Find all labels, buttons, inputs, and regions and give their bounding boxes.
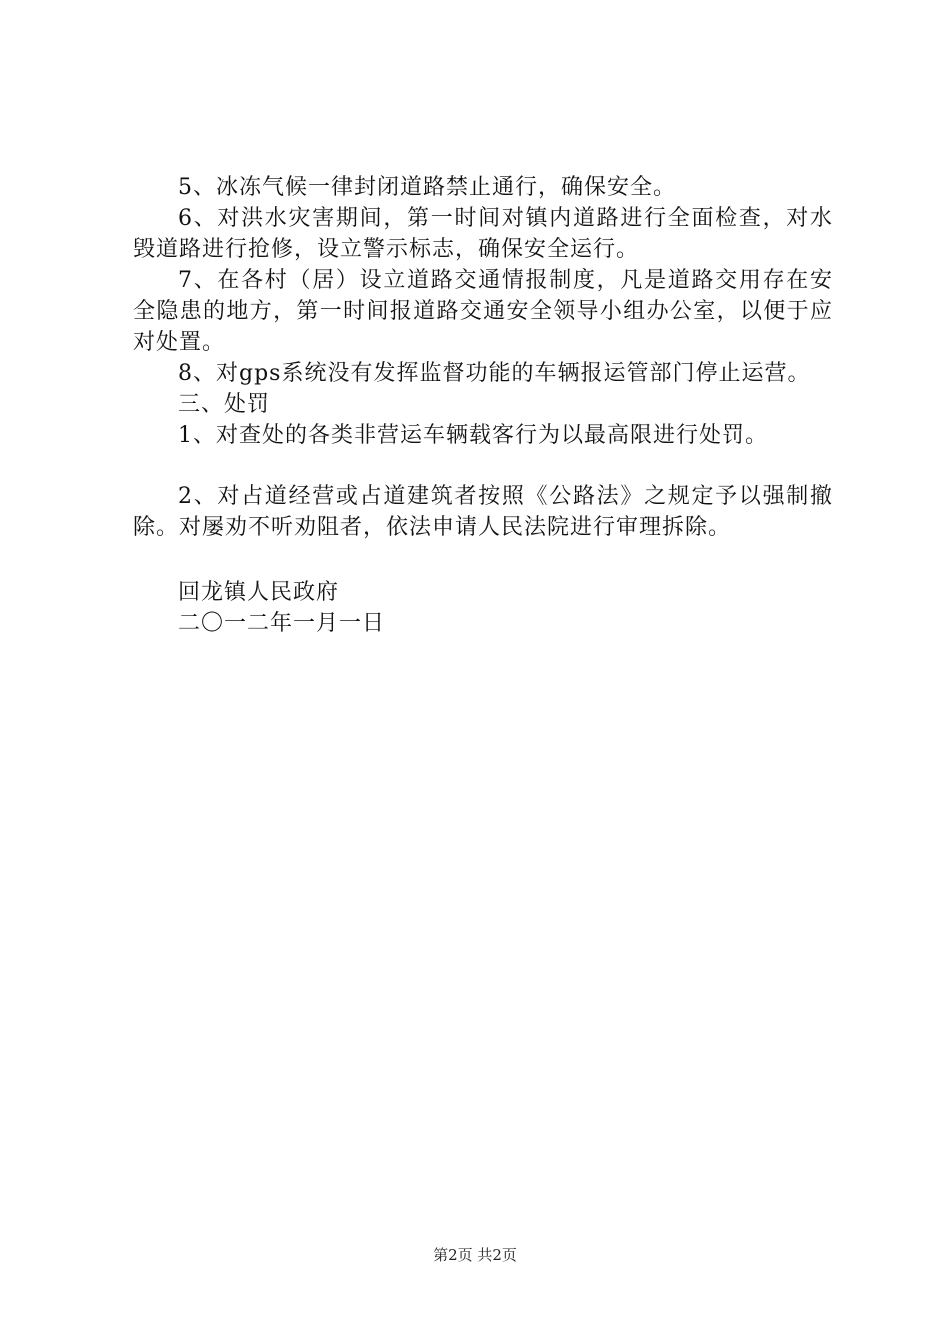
section-heading-penalty: 三、处罚 [178, 392, 271, 417]
page-number-footer: 第2页 共2页 [433, 1246, 517, 1264]
paragraph-item-8: 8、对gps系统没有发挥监督功能的车辆报运管部门停止运营。 [178, 361, 811, 386]
paragraph-item-6: 6、对洪水灾害期间，第一时间对镇内道路进行全面检查，对水毁道路进行抢修，设立警示标志，确保安全运行。 [133, 206, 833, 262]
penalty-item-2: 2、对占道经营或占道建筑者按照《公路法》之规定予以强制撤除。对屡劝不听劝阻者，依法申请人民法院进行审理拆除。 [133, 484, 833, 540]
penalty-item-1: 1、对查处的各类非营运车辆载客行为以最高限进行处罚。 [178, 423, 768, 448]
signature-organization: 回龙镇人民政府 [178, 580, 340, 605]
paragraph-item-7: 7、在各村（居）设立道路交通情报制度，凡是道路交用存在安全隐患的地方，第一时间报道路交通安全领导小组办公室，以便于应对处置。 [133, 268, 833, 355]
paragraph-item-5: 5、冰冻气候一律封闭道路禁止通行，确保安全。 [178, 175, 676, 200]
document-body [133, 172, 833, 639]
signature-date: 二〇一二年一月一日 [178, 611, 386, 636]
